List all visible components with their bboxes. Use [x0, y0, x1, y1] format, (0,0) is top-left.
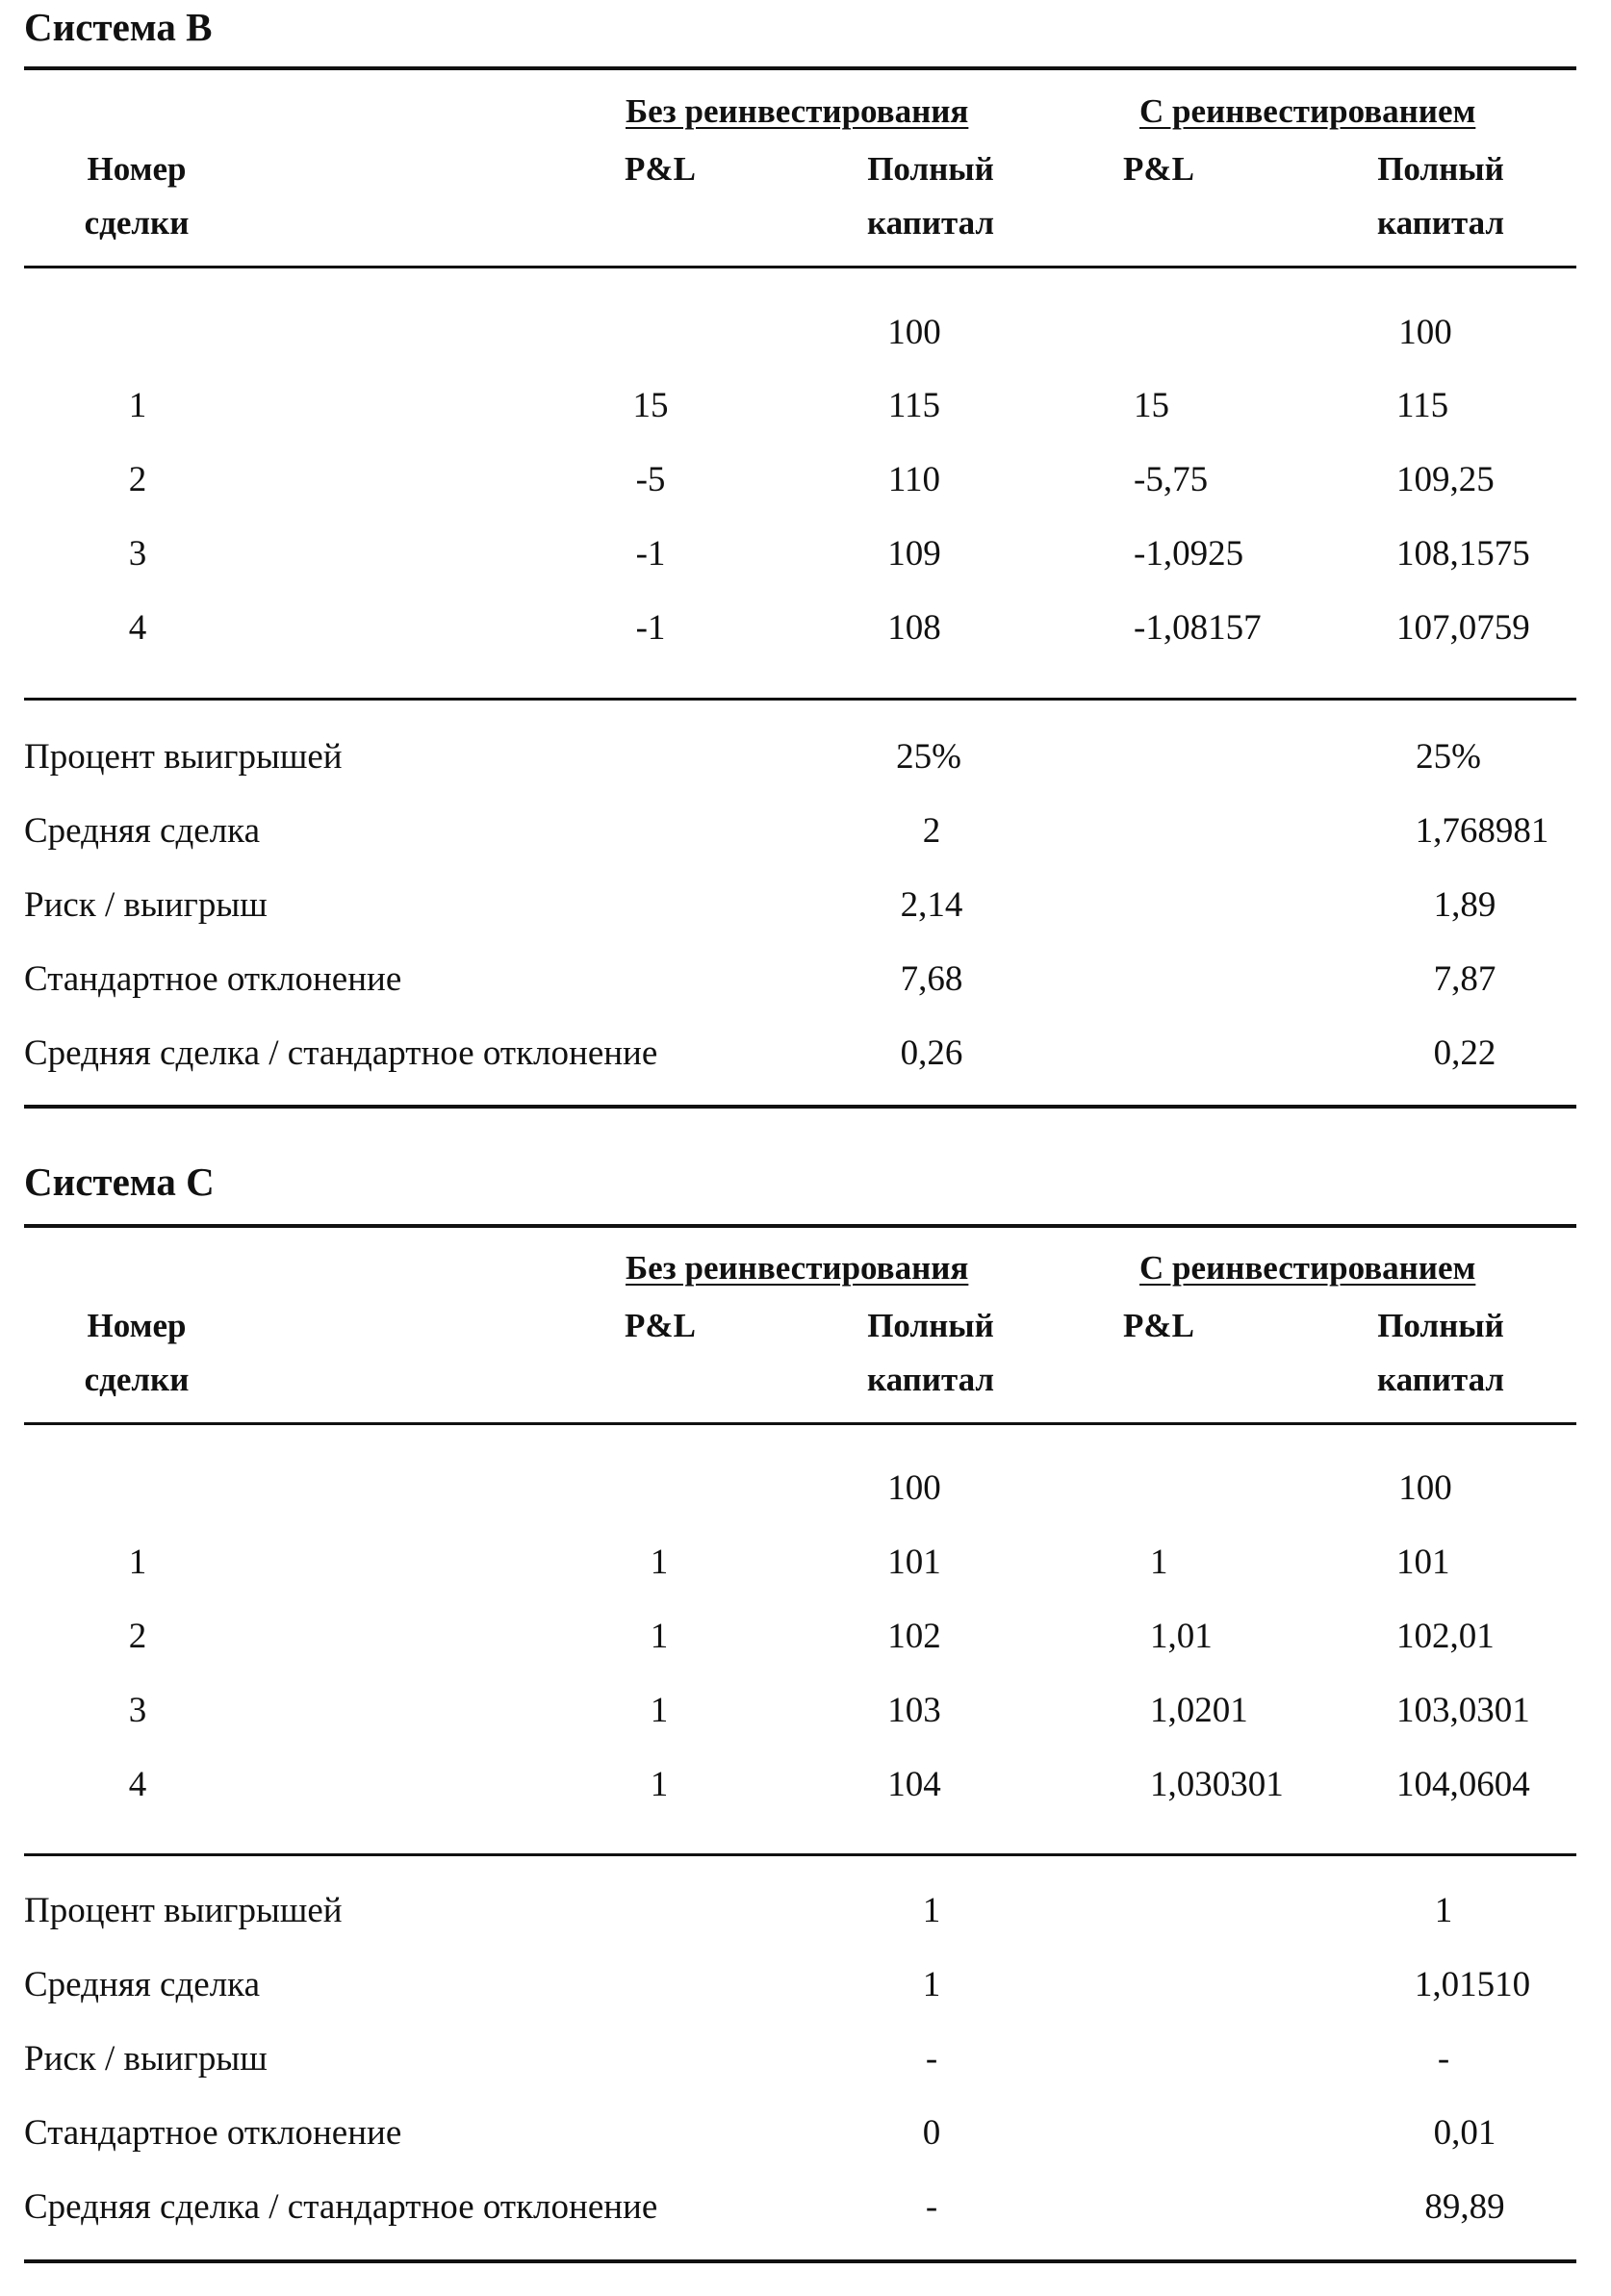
- col-header-trade-no: Номер сделки: [84, 150, 190, 242]
- col-header-equity: Полный капитал: [1376, 1307, 1505, 1398]
- start-equity: 100: [887, 313, 941, 352]
- col-header-pnl: P&L: [1123, 150, 1194, 188]
- col-header-trade-no: Номер сделки: [84, 1307, 190, 1398]
- table-rule: [24, 266, 1576, 268]
- start-equity: 100: [1398, 1468, 1452, 1508]
- table-rule: [24, 1224, 1576, 1228]
- col-header-pnl: P&L: [625, 150, 696, 188]
- start-equity: 100: [1398, 313, 1452, 352]
- table-rule: [24, 1105, 1576, 1109]
- group-header-no-reinvest: Без реинвестирования: [626, 92, 969, 130]
- col-header-pnl: P&L: [625, 1307, 696, 1344]
- col-header-pnl: P&L: [1123, 1307, 1194, 1344]
- group-header-no-reinvest: Без реинвестирования: [626, 1249, 969, 1287]
- document-page: Система В Без реинвестирования С реинвестированием Номер сделки P&L Полный капитал P&L Полный капитал 100 100 1 15 115 15 115 2 -5 110 -5,75 109,25 3 -1 109 -1,0925 108,1575 4 -1 108 -1,08157 107,0759 Процент выигрышей 25% 25% Средняя сделка 2 1,768981 Риск / выигрыш 2,14 1,89 Стандартное отклонение 7,68 7,87 Средняя сделка / стандартное отклонение 0,26 0,22 Система С Без реинвестирования С реинвестированием Номер сделки P&L Полный капитал P&L Полный капитал 100 100 1 1 101 1 101 2 1 102 1,01 102,01 3 1 103 1,0201 103,0301 4 1 104 1,030301 104,0604 Процент выигрышей 1 1 Средняя сделка 1 1,01510 Риск / выигрыш - - Стандартное отклонение 0 0,01 Средняя сделка / стандартное отклонение - 89,89: [0, 0, 1611, 2296]
- col-header-equity: Полный капитал: [866, 150, 995, 242]
- section-title: Система С: [24, 1160, 215, 1204]
- group-header-reinvest: С реинвестированием: [1139, 1249, 1476, 1287]
- col-header-equity: Полный капитал: [866, 1307, 995, 1398]
- start-equity: 100: [887, 1468, 941, 1508]
- section-title: Система В: [24, 5, 213, 49]
- table-rule: [24, 1422, 1576, 1425]
- table-rule: [24, 2259, 1576, 2263]
- table-rule: [24, 698, 1576, 701]
- table-rule: [24, 66, 1576, 70]
- table-rule: [24, 1853, 1576, 1856]
- group-header-reinvest: С реинвестированием: [1139, 92, 1476, 130]
- col-header-equity: Полный капитал: [1376, 150, 1505, 242]
